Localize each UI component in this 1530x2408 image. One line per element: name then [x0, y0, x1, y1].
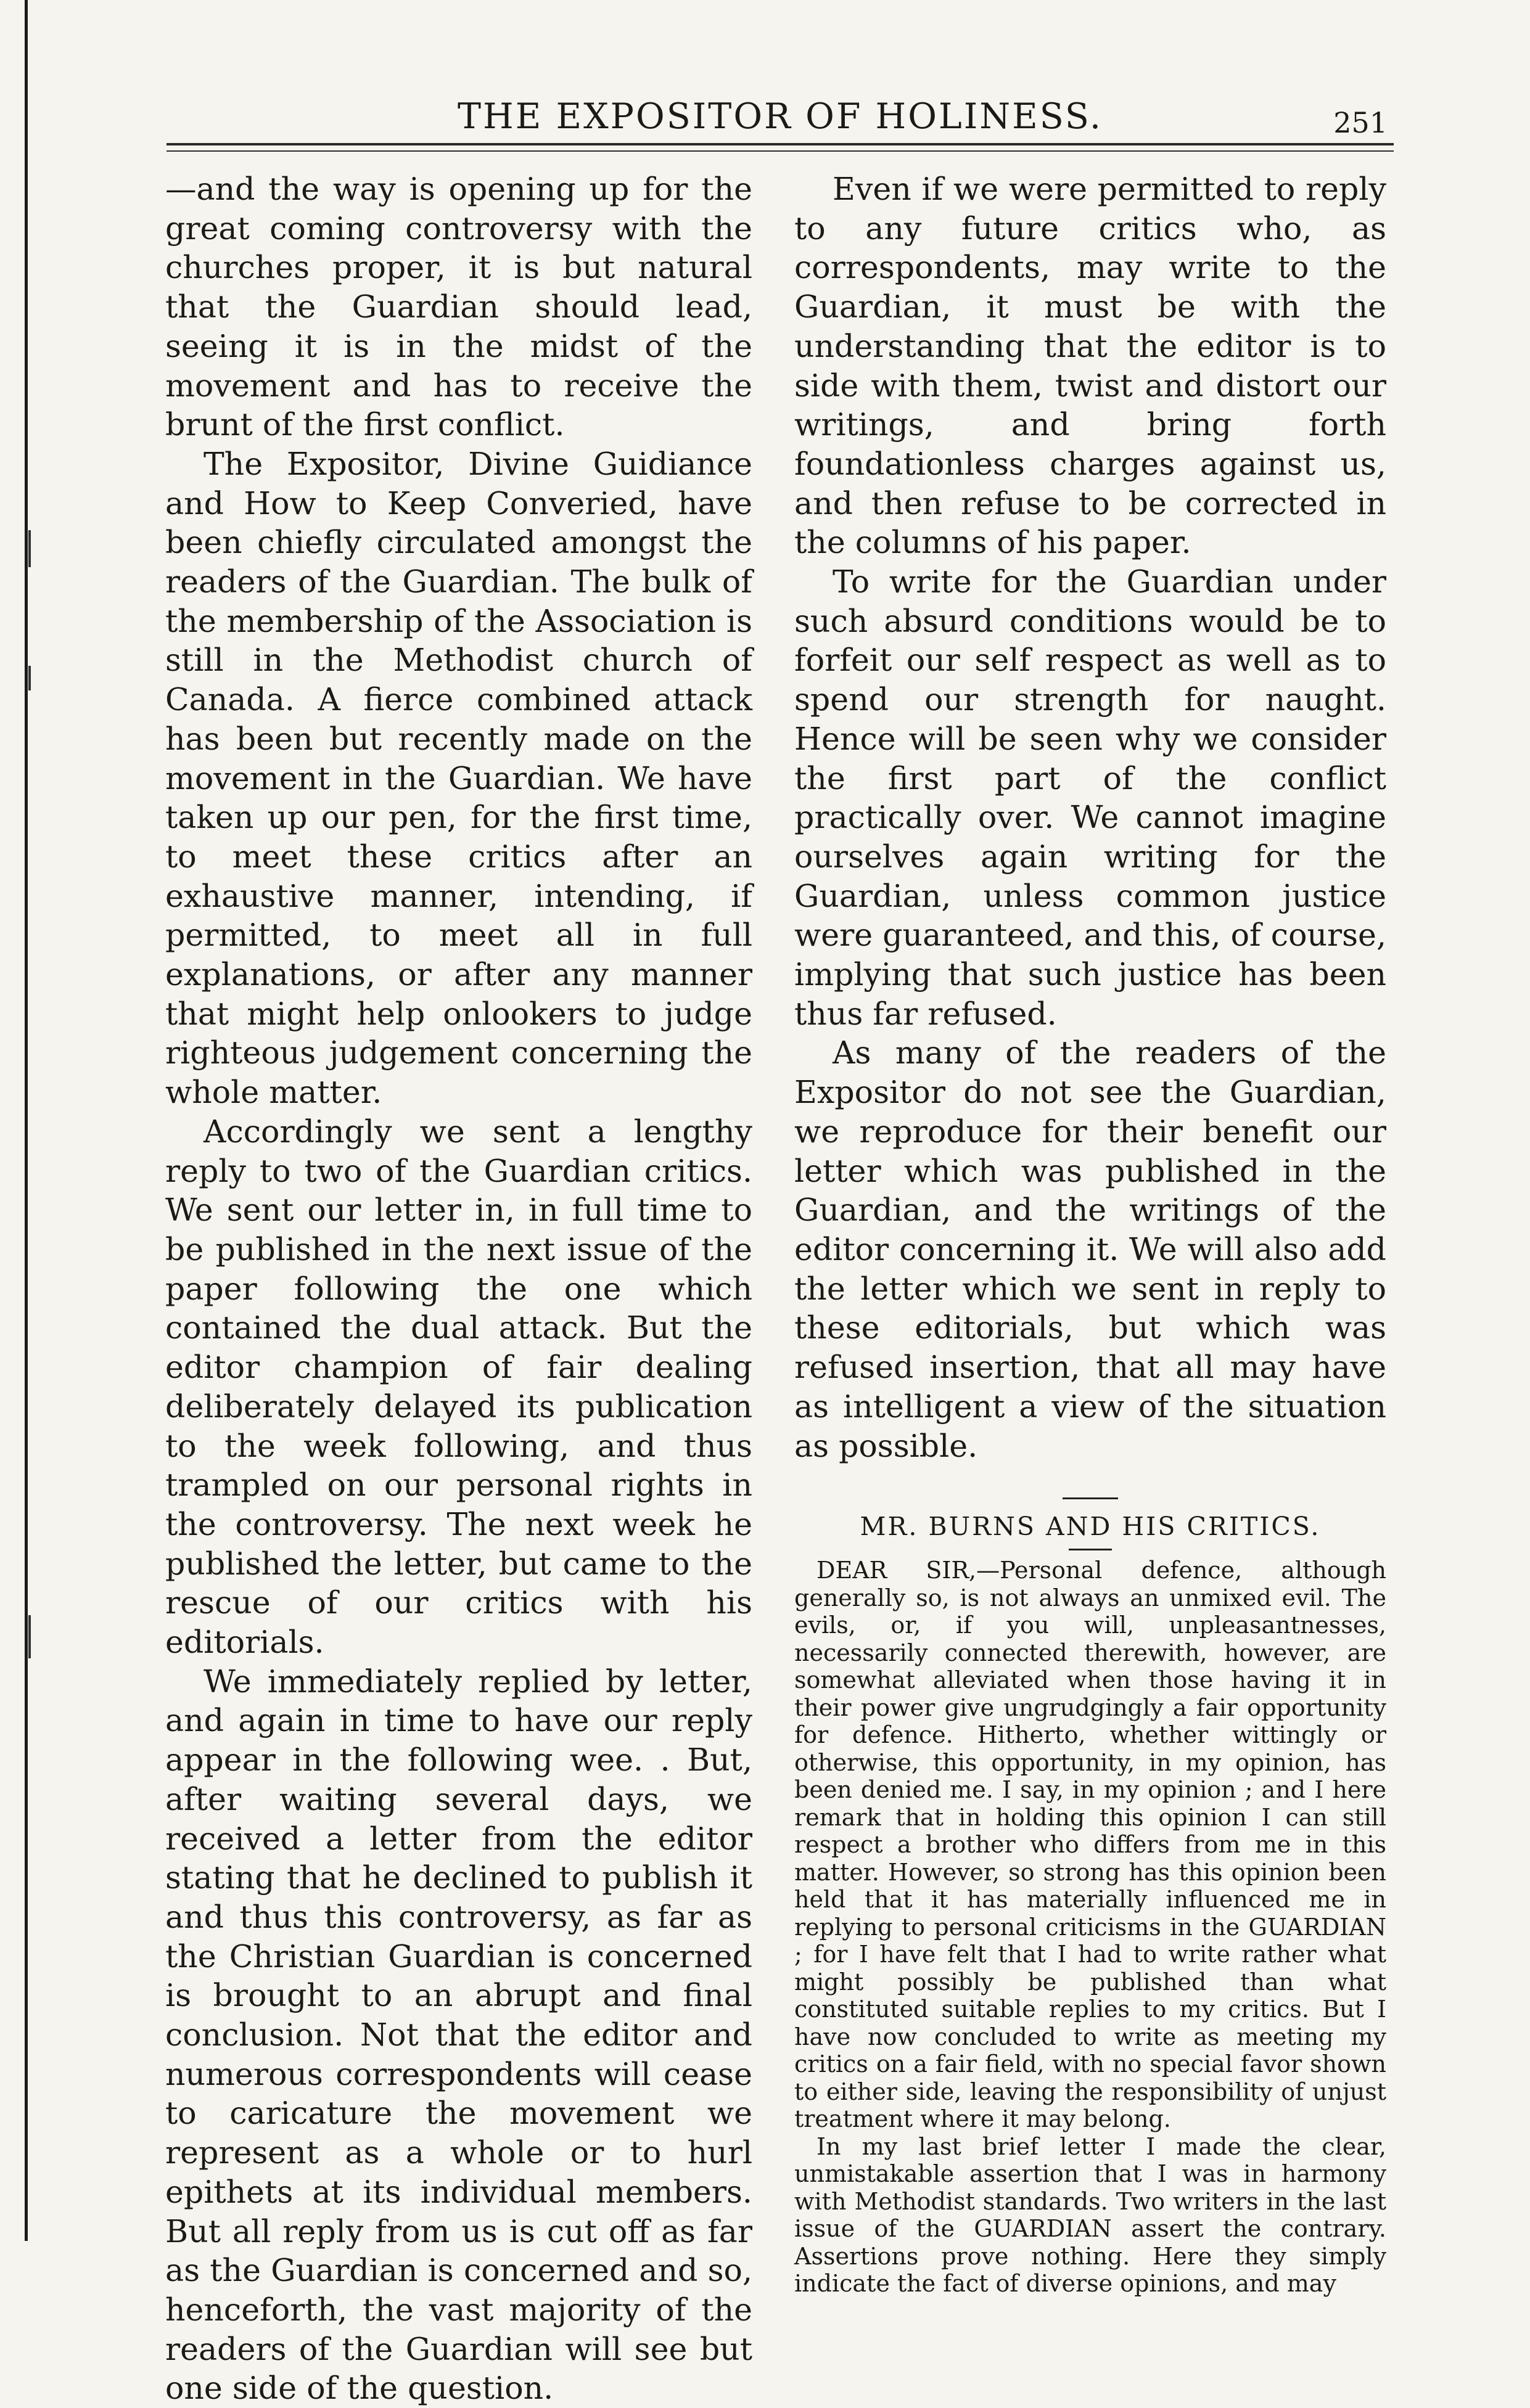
- letter-heading: MR. BURNS AND HIS CRITICS.: [860, 1512, 1321, 1542]
- scan-margin-mark: [28, 1615, 31, 1658]
- paragraph: We immediately replied by letter, and again in time to have our reply appear in the following wee. . But, after waiting several days, we received a letter from the editor stating that he declined to publish it and thus this controversy, as far as the Christian Guardian is concerned is brought to an abrupt and final conclusion. Not that the editor and numerous correspondents will cease to caricature the movement we represent as a whole or to hurl epithets at its individual members. But all reply from us is cut off as far as the Guardian is concerned and so, henceforth, the vast majority of the readers of the Guardian will see but one side of the question.: [165, 1663, 752, 2407]
- paragraph: Even if we were permitted to reply to any future critics who, as correspondents, may write to the Guardian, it must be with the understanding that the editor is to side with them, twist and distort our writings, and bring forth foundationless charges against us, and then refuse to be corrected in the columns of his paper.: [794, 171, 1386, 561]
- paragraph: As many of the readers of the Expositor do not see the Guardian, we reproduce for their benefit our letter which was published in the Guardian, and the writings of the editor concerning it. We will also add the letter which we sent in reply to these editorials, but which was refused insertion, that all may have as intelligent a view of the situation as possible.: [794, 1034, 1386, 1464]
- paragraph: To write for the Guardian under such absurd conditions would be to forfeit our self respect as well as to spend our strength for naught. Hence will be seen why we consider the first part of the conflict practically over. We cannot imagine ourselves again writing for the Guardian, unless common justice were guaranteed, and this, of course, implying that such justice has been thus far refused.: [794, 563, 1386, 1032]
- scan-margin-mark: [28, 530, 31, 567]
- journal-title: THE EXPOSITOR OF HOLINESS.: [458, 96, 1103, 137]
- section-divider: [1063, 1497, 1118, 1499]
- scan-margin-mark: [28, 666, 31, 690]
- letter-body: [794, 1557, 1386, 2298]
- section-divider: [1069, 1549, 1112, 1550]
- header-rule-second: [167, 150, 1394, 152]
- letter-paragraph: In my last brief letter I made the clear, unmistakable assertion that I was in harmony with Methodist standards. Two writers in the last issue of the GUARDIAN assert the contrary. Assertions prove nothing. Here they simply indicate the fact of diverse opinions, and may: [794, 2132, 1386, 2298]
- paragraph: —and the way is opening up for the great coming controversy with the churches proper, it is but natural that the Guardian should lead, seeing it is in the midst of the movement and has to receive the brunt of the first conflict.: [165, 171, 752, 443]
- letter-paragraph: DEAR SIR,—Personal defence, although generally so, is not always an unmixed evil. The evils, or, if you will, unpleasantnesses, necessarily connected therewith, however, are somewhat alleviated when those having it in their power give ungrudgingly a fair opportunity for defence. Hitherto, whether wittingly or otherwise, this opportunity, in my opinion, has been denied me. I say, in my opinion ; and I here remark that in holding this opinion I can still respect a brother who differs from me in this matter. However, so strong has this opinion been held that it has materially influenced me in replying to personal criticisms in the GUARDIAN ; for I have felt that I had to write rather what might possibly be published than what constituted suitable replies to my critics. But I have now concluded to write as meeting my critics on a fair field, with no special favor shown to either side, leaving the responsibility of unjust treatment where it may belong.: [794, 1557, 1386, 2133]
- left-column: [165, 170, 752, 2408]
- paragraph: Accordingly we sent a lengthy reply to two of the Guardian critics. We sent our letter in, in full time to be published in the next issue of the paper following the one which contained the dual attack. But the editor champion of fair dealing deliberately delayed its publication to the week following, and thus trampled on our personal rights in the controversy. The next week he published the letter, but came to the rescue of our critics with his editorials.: [165, 1113, 752, 1661]
- header-rule: [167, 143, 1394, 145]
- right-column: [794, 170, 1386, 2298]
- paragraph: The Expositor, Divine Guidiance and How to Keep Converied, have been chiefly circulated amongst the readers of the Guardian. The bulk of the membership of the Association is still in the Methodist church of Canada. A fierce combined attack has been but recently made on the movement in the Guardian. We have taken up our pen, for the first time, to meet these critics after an exhaustive manner, intending, if permitted, to meet all in full explanations, or after any manner that might help onlookers to judge righteous judgement concerning the whole matter.: [165, 445, 752, 1111]
- running-header: [167, 92, 1394, 142]
- page-number: 251: [1333, 106, 1388, 139]
- scan-margin-line: [25, 0, 28, 2241]
